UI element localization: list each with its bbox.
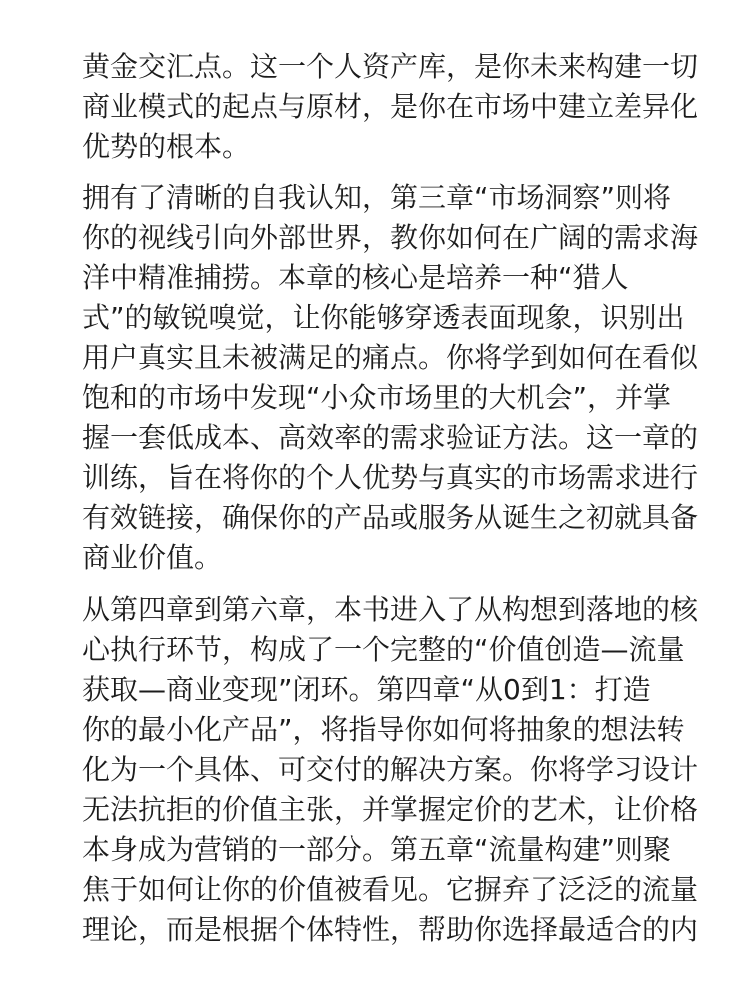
text-line: 拥有了清晰的自我认知，第三章“市场洞察”则将	[82, 181, 672, 214]
text-line: 训练，旨在将你的个人优势与真实的市场需求进行	[82, 461, 699, 494]
text-line: 用户真实且未被满足的痛点。你将学到如何在看似	[82, 341, 699, 374]
text-line: 式”的敏锐嗅觉，让你能够穿透表面现象，识别出	[82, 301, 685, 334]
text-line: 商业模式的起点与原材，是你在市场中建立差异化	[82, 90, 699, 123]
paragraph-1	[82, 47, 699, 167]
text-line: 获取—商业变现”闭环。第四章“从0到1：打造	[82, 673, 651, 706]
text-line: 饱和的市场中发现“小众市场里的大机会”，并掌	[82, 381, 672, 414]
text-line: 本身成为营销的一部分。第五章“流量构建”则聚	[82, 833, 672, 866]
text-line: 理论，而是根据个体特性，帮助你选择最适合的内	[82, 913, 699, 946]
text-line: 优势的根本。	[82, 130, 251, 163]
paragraph-2	[82, 178, 699, 578]
text-line: 你的最小化产品”，将指导你如何将抽象的想法转	[82, 713, 685, 746]
text-line: 洋中精准捕捞。本章的核心是培养一种“猎人	[82, 261, 629, 294]
text-line: 无法抗拒的价值主张，并掌握定价的艺术，让价格	[82, 793, 699, 826]
text-line: 有效链接，确保你的产品或服务从诞生之初就具备	[82, 501, 699, 534]
text-line: 商业价值。	[82, 541, 223, 574]
text-line: 焦于如何让你的价值被看见。它摒弃了泛泛的流量	[82, 873, 699, 906]
text-line: 你的视线引向外部世界，教你如何在广阔的需求海	[82, 221, 699, 254]
paragraph-3	[82, 590, 699, 950]
text-line: 从第四章到第六章，本书进入了从构想到落地的核	[82, 593, 699, 626]
text-line: 握一套低成本、高效率的需求验证方法。这一章的	[82, 421, 699, 454]
text-line: 黄金交汇点。这一个人资产库，是你未来构建一切	[82, 50, 699, 83]
text-line: 心执行环节，构成了一个完整的“价值创造—流量	[82, 633, 685, 666]
text-line: 化为一个具体、可交付的解决方案。你将学习设计	[82, 753, 699, 786]
